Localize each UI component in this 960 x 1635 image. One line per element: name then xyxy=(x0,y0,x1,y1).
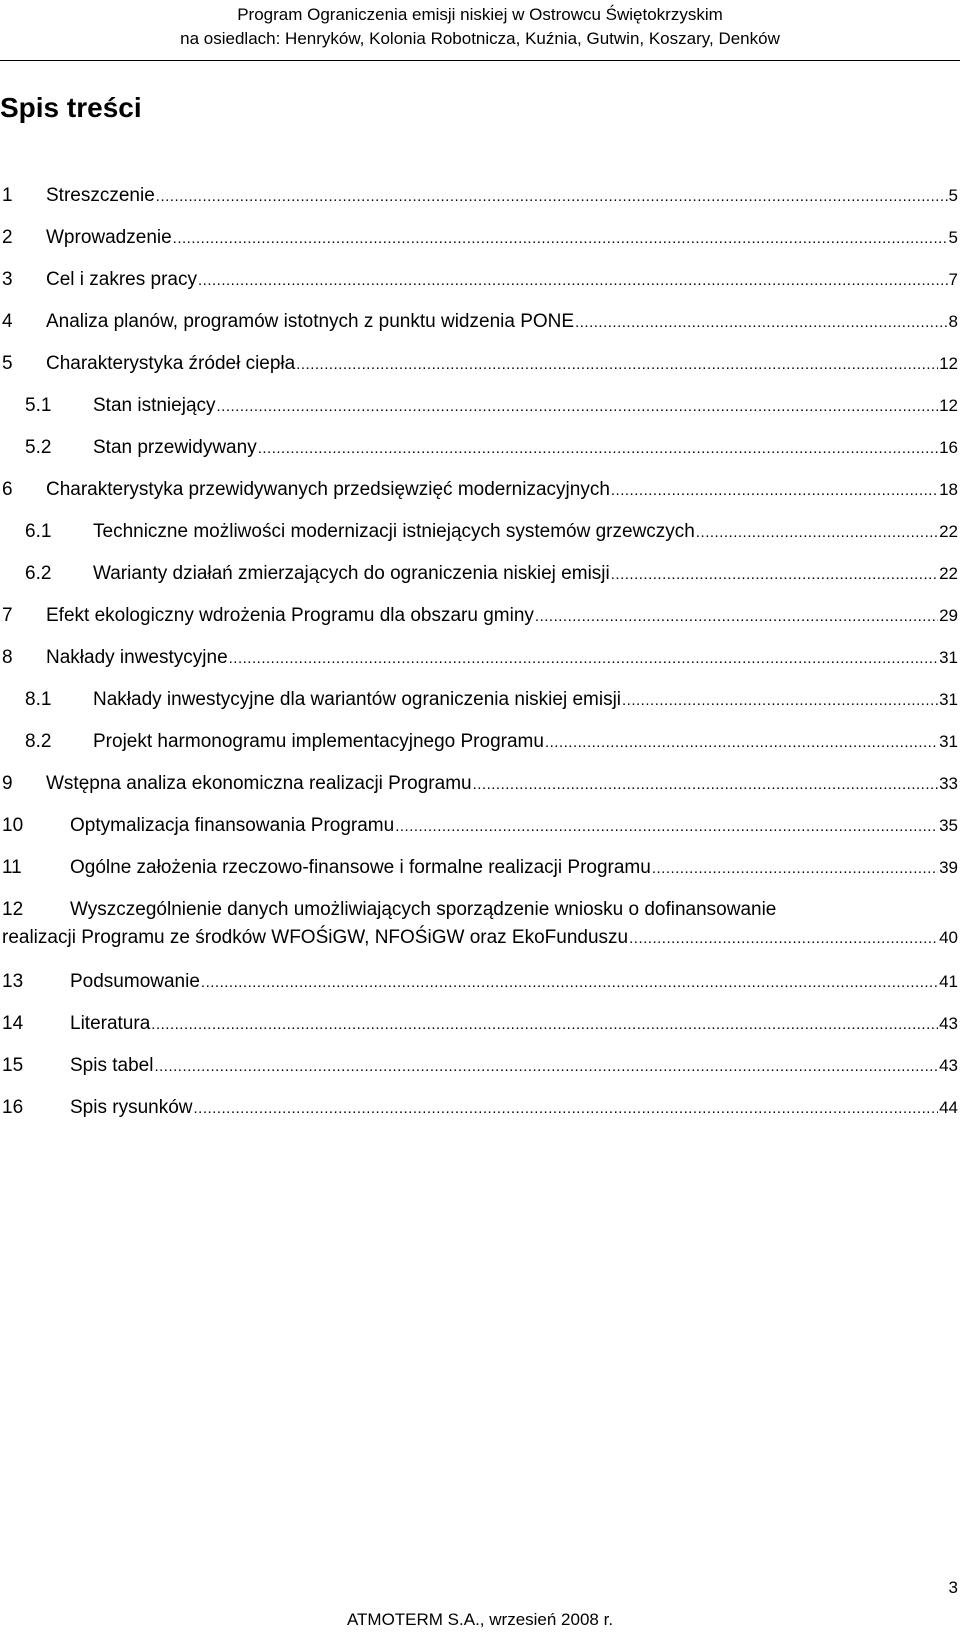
toc-leader-dots xyxy=(696,521,938,545)
toc-entry-page: 39 xyxy=(939,858,958,877)
toc-entry[interactable] xyxy=(0,184,958,212)
toc-entry-text: Charakterystyka źródeł ciepła xyxy=(46,353,296,374)
toc-leader-dots xyxy=(575,311,947,335)
header-divider xyxy=(0,60,960,61)
toc-leader-dots xyxy=(173,227,948,251)
toc-entry-text: Techniczne możliwości modernizacji istniejących systemów grzewczych xyxy=(93,521,695,542)
toc-entry-number: 6 xyxy=(2,479,13,500)
toc-leader-dots xyxy=(652,857,938,881)
toc-entry-number: 5.2 xyxy=(25,437,52,458)
toc-entry-page: 33 xyxy=(939,774,958,793)
toc-leader-dots xyxy=(535,605,938,629)
toc-entry-page: 40 xyxy=(939,928,958,947)
toc-entry-text: Wyszczególnienie danych umożliwiających sporządzenie wniosku o dofinansowanie xyxy=(70,899,777,920)
toc-leader-dots xyxy=(154,1055,938,1079)
toc-entry-page: 16 xyxy=(939,438,958,457)
toc-leader-dots xyxy=(217,395,939,419)
toc-entry-page: 7 xyxy=(948,270,958,289)
toc-leader-dots xyxy=(229,647,938,671)
toc-leader-dots xyxy=(545,731,938,755)
toc-entry[interactable] xyxy=(0,814,958,842)
toc-entry[interactable] xyxy=(0,970,958,998)
toc-entry-text: Stan przewidywany xyxy=(93,437,257,458)
toc-entry-number: 4 xyxy=(2,311,13,332)
toc-entry-text: Nakłady inwestycyjne xyxy=(46,647,228,668)
toc-leader-dots xyxy=(622,689,938,713)
toc-entry-number: 6.2 xyxy=(25,563,52,584)
footer-company: ATMOTERM S.A., wrzesień 2008 r. xyxy=(346,1610,614,1629)
toc-entry[interactable] xyxy=(0,856,958,884)
toc-entry-number: 13 xyxy=(2,971,24,992)
toc-entry[interactable] xyxy=(0,226,958,254)
toc-entry-number: 12 xyxy=(2,899,24,920)
toc-entry[interactable] xyxy=(0,730,958,758)
toc-entry-page: 12 xyxy=(939,396,958,415)
toc-leader-dots xyxy=(473,773,938,797)
toc-entry-page: 22 xyxy=(939,564,958,583)
toc-entry-page: 35 xyxy=(939,816,958,835)
toc-entry[interactable] xyxy=(0,1012,958,1040)
toc-leader-dots xyxy=(151,1013,938,1037)
toc-entry-page: 31 xyxy=(939,648,958,667)
toc-entry-number: 3 xyxy=(2,269,13,290)
toc-entry[interactable] xyxy=(0,352,958,380)
toc-entry-text: Wstępna analiza ekonomiczna realizacji Programu xyxy=(46,773,472,794)
toc-entry[interactable] xyxy=(0,1096,958,1124)
toc-entry-number: 9 xyxy=(2,773,13,794)
toc-entry-page: 41 xyxy=(939,972,958,991)
page-number: 3 xyxy=(948,1578,958,1597)
toc-entry[interactable] xyxy=(0,688,958,716)
toc-entry-text: Streszczenie xyxy=(46,185,155,206)
toc-entry-text: Warianty działań zmierzających do ograniczenia niskiej emisji xyxy=(93,563,610,584)
toc-entry-number: 2 xyxy=(2,227,13,248)
toc-entry-page: 31 xyxy=(939,732,958,751)
toc-entry-page: 43 xyxy=(939,1014,958,1033)
toc-entry-number: 5 xyxy=(2,353,13,374)
toc-entry[interactable] xyxy=(0,268,958,296)
toc-entry-text: Cel i zakres pracy xyxy=(46,269,197,290)
toc-entry-text: Analiza planów, programów istotnych z punktu widzenia PONE xyxy=(46,311,575,332)
toc-leader-dots xyxy=(156,185,948,209)
toc-entry-page: 44 xyxy=(939,1098,958,1117)
toc-entry-number: 14 xyxy=(2,1013,24,1034)
toc-entry-number: 10 xyxy=(2,815,24,836)
toc-entry-page: 18 xyxy=(939,480,958,499)
toc-entry-page: 43 xyxy=(939,1056,958,1075)
toc-leader-dots xyxy=(258,437,938,461)
toc-entry-text: Spis tabel xyxy=(70,1055,154,1076)
toc-entry-text: Nakłady inwestycyjne dla wariantów ograniczenia niskiej emisji xyxy=(93,689,622,710)
toc-entry[interactable] xyxy=(0,520,958,548)
toc-entry[interactable] xyxy=(0,394,958,422)
toc-entry-number: 15 xyxy=(2,1055,24,1076)
toc-leader-dots xyxy=(198,269,948,293)
toc-entry[interactable] xyxy=(0,478,958,506)
toc-entry[interactable] xyxy=(0,1054,958,1082)
toc-entry-text: Spis rysunków xyxy=(70,1097,193,1118)
toc-entry[interactable] xyxy=(0,562,958,590)
toc-entry-text-continued: realizacji Programu ze środków WFOŚiGW, NFOŚiGW oraz EkoFunduszu xyxy=(2,927,629,948)
toc-entry-text: Literatura xyxy=(70,1013,151,1034)
toc-entry-page: 8 xyxy=(948,312,958,331)
toc-entry-number: 5.1 xyxy=(25,395,52,416)
toc-entry-page: 22 xyxy=(939,522,958,541)
toc-entry-number: 8 xyxy=(2,647,13,668)
toc-entry-text: Projekt harmonogramu implementacyjnego Programu xyxy=(93,731,544,752)
toc-entry-text: Efekt ekologiczny wdrożenia Programu dla obszaru gminy xyxy=(46,605,534,626)
toc-entry-page: 5 xyxy=(948,228,958,247)
toc-entry-number: 7 xyxy=(2,605,13,626)
toc-leader-dots xyxy=(395,815,938,839)
toc-leader-dots xyxy=(629,927,938,951)
toc-entry-text: Stan istniejący xyxy=(93,395,216,416)
toc-leader-dots xyxy=(201,971,938,995)
toc-entry-number: 11 xyxy=(2,857,22,878)
toc-entry-number: 16 xyxy=(2,1097,24,1118)
toc-leader-dots xyxy=(611,479,938,503)
toc-entry-number: 1 xyxy=(2,185,13,206)
toc-leader-dots xyxy=(296,353,938,377)
toc-entry-text: Charakterystyka przewidywanych przedsięwzięć modernizacyjnych xyxy=(46,479,610,500)
toc-entry-text: Podsumowanie xyxy=(70,971,200,992)
page-title: Spis treści xyxy=(0,92,142,123)
toc-entry[interactable] xyxy=(0,772,958,800)
toc-entry-text: Wprowadzenie xyxy=(46,227,172,248)
header-program-subtitle: na osiedlach: Henryków, Kolonia Robotnicza, Kuźnia, Gutwin, Koszary, Denków xyxy=(180,29,780,48)
header-program-title: Program Ograniczenia emisji niskiej w Ostrowcu Świętokrzyskim xyxy=(237,5,723,24)
toc-leader-dots xyxy=(194,1097,939,1121)
toc-entry-page: 29 xyxy=(939,606,958,625)
toc-entry-page: 31 xyxy=(939,690,958,709)
toc-entry-text: Ogólne założenia rzeczowo-finansowe i formalne realizacji Programu xyxy=(70,857,651,878)
toc-entry-number: 6.1 xyxy=(25,521,52,542)
toc-entry[interactable] xyxy=(0,646,958,674)
toc-entry-page: 5 xyxy=(948,186,958,205)
toc-entry[interactable] xyxy=(0,926,958,954)
toc-entry[interactable] xyxy=(0,436,958,464)
toc-entry[interactable] xyxy=(0,604,958,632)
toc-entry-number: 8.1 xyxy=(25,689,52,710)
toc-leader-dots xyxy=(611,563,938,587)
toc-entry[interactable] xyxy=(0,310,958,338)
toc-entry-number: 8.2 xyxy=(25,731,52,752)
toc-entry-page: 12 xyxy=(939,354,958,373)
toc-entry-text: Optymalizacja finansowania Programu xyxy=(70,815,395,836)
